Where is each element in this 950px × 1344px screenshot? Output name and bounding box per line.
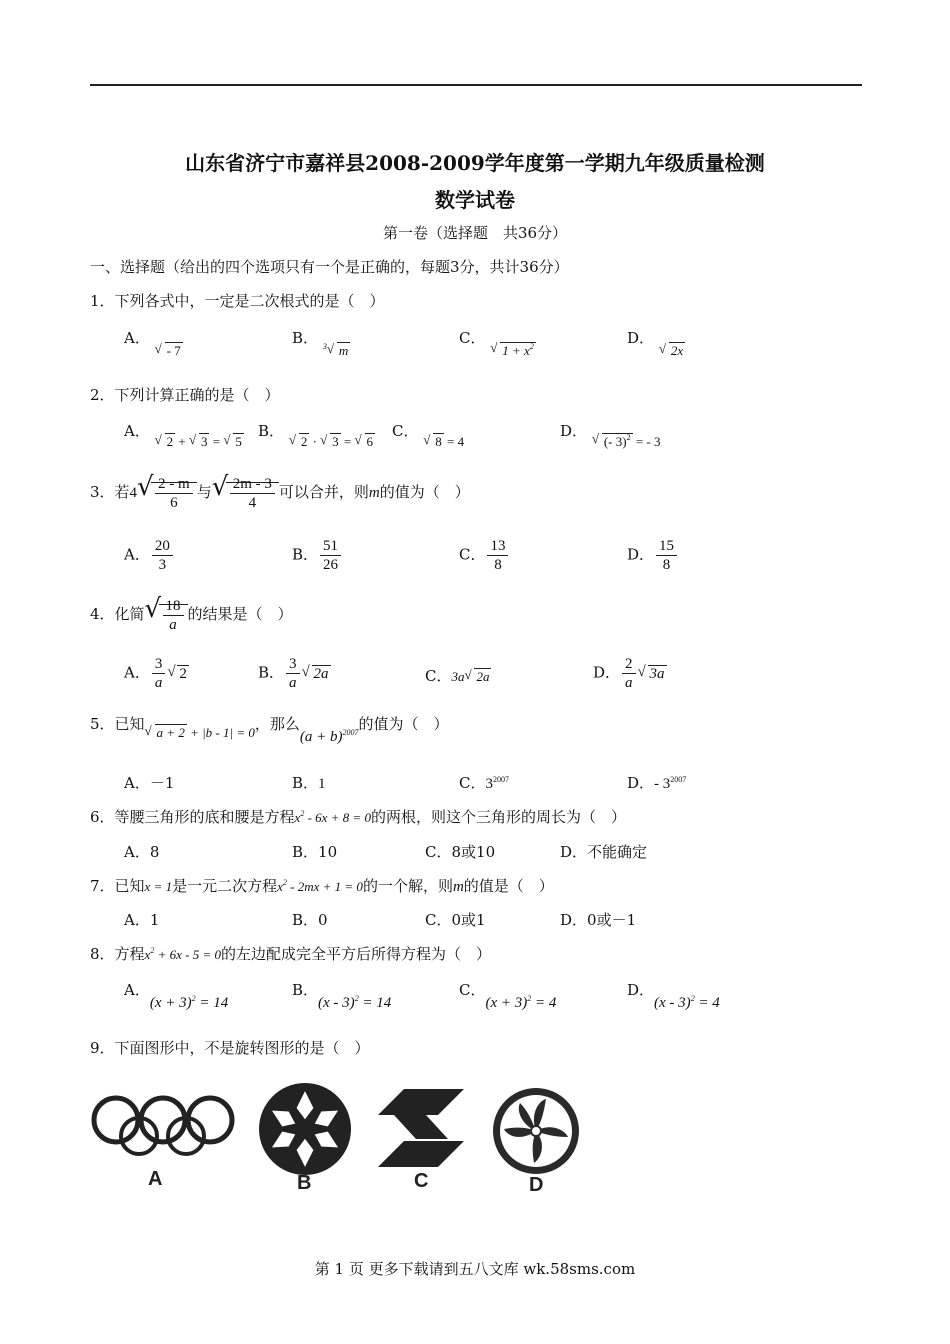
q1-option-c: C． √ $1 + x^2$ bbox=[459, 327, 536, 348]
question-1-stem: 1．下列各式中，一定是二次根式的是（ ） bbox=[90, 292, 385, 310]
q8-option-d: D．(x - 3)$^2$ = 4 bbox=[627, 981, 720, 1011]
header-rule bbox=[90, 84, 862, 86]
question-2-stem: 2．下列计算正确的是（ ） bbox=[90, 386, 280, 404]
q4-option-c: C．3a√ 2a bbox=[425, 665, 491, 686]
q2-option-c: C． √ 8 = 4 bbox=[392, 420, 464, 441]
q4-option-a: A． $\frac{3}{a}$ √ 2 bbox=[124, 655, 189, 692]
question-3-stem: 3．若4 √ $\frac{2 - m}{6}$ 与 √ $\frac{2m - 3}{4}$ 可以合并，则m的值为（ ） bbox=[90, 474, 470, 512]
q5-option-c: C．$3^{2007}$ bbox=[459, 774, 509, 792]
q5-option-b: B．1 bbox=[292, 774, 326, 792]
question-6-stem: 6．等腰三角形的底和腰是方程$x^2 - 6x + 8 = 0$的两根，则这个三角形的周长为（ ） bbox=[90, 808, 626, 826]
q1-option-b: B． $^3$√ m bbox=[292, 327, 350, 348]
q2-option-b: B． √ 2 · √ 3 = √ 6 bbox=[258, 420, 375, 441]
q1-option-d: D． √ 2x bbox=[627, 327, 685, 348]
question-8-stem: 8．方程$x^2 + 6x - 5 = 0$的左边配成完全平方后所得方程为（ ） bbox=[90, 945, 491, 963]
q7-option-d: D．0或－1 bbox=[560, 911, 637, 929]
page-title: 山东省济宁市嘉祥县2008-2009学年度第一学期九年级质量检测 bbox=[185, 151, 765, 175]
question-5-stem: 5．已知√ a + 2 + |b - 1| = 0，那么$(a + b)^{2007}$的值为（ ） bbox=[90, 713, 449, 734]
q8-option-b: B．(x - 3)$^2$ = 14 bbox=[292, 981, 392, 1011]
question-9-stem: 9．下面图形中，不是旋转图形的是（ ） bbox=[90, 1039, 370, 1057]
q3-option-c: C． $\frac{13}{8}$ bbox=[459, 537, 510, 574]
q5-option-a: A．－1 bbox=[124, 774, 175, 792]
q7-option-c: C．0或1 bbox=[425, 911, 486, 929]
q3-option-d: D． $\frac{15}{8}$ bbox=[627, 537, 679, 574]
section-heading: 一、选择题（给出的四个选项只有一个是正确的，每题3分，共计36分） bbox=[90, 258, 569, 276]
q2-option-a: A． √ 2 + √ 3 = √ 5 bbox=[124, 420, 244, 441]
figure-label-c: C bbox=[414, 1170, 429, 1192]
figure-label-a: A bbox=[148, 1168, 163, 1190]
q4-option-d: D． $\frac{2}{a}$ √ 3a bbox=[593, 655, 667, 692]
flower-circle-icon bbox=[490, 1085, 582, 1177]
q3-option-b: B． $\frac{51}{26}$ bbox=[292, 537, 343, 574]
q5-option-d: D．- $3^{2007}$ bbox=[627, 774, 687, 792]
figure-label-d: D bbox=[529, 1174, 544, 1196]
question-4-stem: 4．化简 √ $\frac{18}{a}$ 的结果是（ ） bbox=[90, 596, 293, 634]
q8-option-a: A．$(x + 3)^2 = 14$ bbox=[124, 981, 229, 1011]
suzuki-s-icon bbox=[374, 1085, 468, 1171]
q1-option-a: A． √ - 7 bbox=[124, 327, 183, 348]
volume-heading: 第一卷（选择题 共36分） bbox=[382, 224, 568, 242]
question-7-stem: 7．已知x = 1是一元二次方程$x^2 - 2mx + 1 = 0$的一个解，则m的值是（ ） bbox=[90, 877, 554, 895]
q3-option-a: A． $\frac{20}{3}$ bbox=[124, 537, 175, 574]
q6-option-b: B．10 bbox=[292, 843, 338, 861]
q6-option-c: C．8或10 bbox=[425, 843, 496, 861]
q6-option-a: A．8 bbox=[124, 843, 160, 861]
q7-option-a: A．1 bbox=[124, 911, 160, 929]
figure-label-b: B bbox=[297, 1172, 312, 1194]
q4-option-b: B． $\frac{3}{a}$ √ 2a bbox=[258, 655, 331, 692]
q8-option-c: C．$(x + 3)^2 = 4$ bbox=[459, 981, 557, 1011]
q6-option-d: D．不能确定 bbox=[560, 843, 648, 861]
q7-option-b: B．0 bbox=[292, 911, 328, 929]
olympic-rings-icon bbox=[88, 1090, 240, 1160]
page-subtitle: 数学试卷 bbox=[435, 188, 515, 212]
snowflake-hexagon-icon bbox=[256, 1080, 354, 1178]
page-footer: 第 1 页 更多下载请到五八文库 wk.58sms.com bbox=[314, 1260, 636, 1278]
q2-option-d: D． √ (- 3)$^2$ = - 3 bbox=[560, 420, 660, 441]
